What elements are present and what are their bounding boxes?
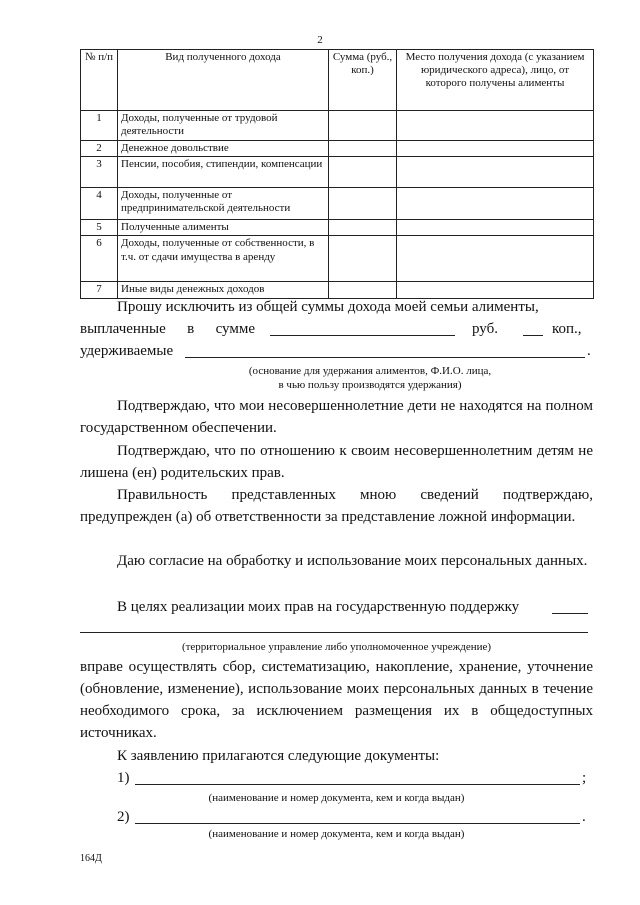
consent-institution-field[interactable] bbox=[80, 632, 588, 633]
alimony-amount-label: выплаченные в сумме bbox=[80, 321, 255, 337]
row-number: 2 bbox=[81, 141, 118, 157]
row-amount bbox=[329, 111, 397, 141]
row-number: 4 bbox=[81, 188, 118, 220]
table-row bbox=[81, 236, 594, 282]
row-place bbox=[397, 188, 594, 220]
table-row bbox=[81, 220, 594, 236]
row-number: 5 bbox=[81, 220, 118, 236]
withheld-basis-field[interactable] bbox=[185, 357, 585, 358]
table-row bbox=[81, 141, 594, 157]
header-place: Место получения дохода (с указанием юридического адреса), лицо, от которого получены алименты bbox=[397, 50, 594, 111]
alimony-amount-line bbox=[80, 318, 593, 340]
row-income-type: Доходы, полученные от собственности, в т.ч. от сдачи имущества в аренду bbox=[118, 236, 329, 282]
attachments-heading: К заявлению прилагаются следующие документы: bbox=[117, 748, 440, 764]
row-place bbox=[397, 157, 594, 188]
row-number: 1 bbox=[81, 111, 118, 141]
attachment-field-1[interactable] bbox=[135, 784, 580, 785]
table-row bbox=[81, 188, 594, 220]
consent-start: В целях реализации моих прав на государственную поддержку bbox=[117, 599, 520, 615]
attachment-label-2: 2) bbox=[117, 809, 130, 825]
row-number: 7 bbox=[81, 282, 118, 298]
alimony-caption-2: в чью пользу производятся удержания) bbox=[278, 379, 462, 391]
page-number: 2 bbox=[317, 34, 323, 46]
row-income-type: Иные виды денежных доходов bbox=[118, 282, 329, 298]
row-amount bbox=[329, 188, 397, 220]
alimony-kop-field[interactable] bbox=[523, 335, 543, 336]
row-place bbox=[397, 141, 594, 157]
footer-code: 164Д bbox=[80, 853, 102, 864]
consent-caption: (территориальное управление либо уполномоченное учреждение) bbox=[181, 641, 492, 653]
row-amount bbox=[329, 236, 397, 282]
row-income-type: Пенсии, пособия, стипендии, компенсации bbox=[118, 157, 329, 188]
row-place bbox=[397, 220, 594, 236]
attachment-label-1: 1) bbox=[117, 770, 130, 786]
row-income-type: Денежное довольствие bbox=[118, 141, 329, 157]
row-amount bbox=[329, 141, 397, 157]
withheld-end: . bbox=[587, 343, 591, 359]
consent-institution-field-start[interactable] bbox=[552, 613, 588, 614]
income-table bbox=[80, 49, 594, 299]
table-row bbox=[81, 111, 594, 141]
attachment-field-2[interactable] bbox=[135, 823, 580, 824]
row-number: 3 bbox=[81, 157, 118, 188]
row-amount bbox=[329, 220, 397, 236]
rub-label: руб. bbox=[472, 321, 498, 337]
paragraph-accuracy: Правильность представленных мною сведений подтверждаю, предупрежден (а) об ответственности за представление ложной информации. bbox=[80, 487, 593, 525]
attachment-item-1 bbox=[80, 767, 593, 789]
attachment-caption-1: (наименование и номер документа, кем и когда выдан) bbox=[208, 792, 465, 804]
row-income-type: Доходы, полученные от предпринимательской деятельности bbox=[118, 188, 329, 220]
attachment-end-1: ; bbox=[582, 770, 587, 786]
consent-text: вправе осуществлять сбор, систематизацию, накопление, хранение, уточнение (обновление, изменение), использование моих персональных данных в течение необходимого срока, за исключением размещения их в общедоступных источниках. bbox=[80, 659, 593, 741]
alimony-caption-1: (основание для удержания алиментов, Ф.И.О. лица, bbox=[248, 365, 492, 377]
header-income-type: Вид полученного дохода bbox=[118, 50, 329, 111]
header-number: № п/п bbox=[81, 50, 118, 111]
table-row bbox=[81, 157, 594, 188]
table-header-row bbox=[81, 50, 594, 111]
attachment-item-2 bbox=[80, 806, 593, 828]
attachment-end-2: . bbox=[582, 809, 586, 825]
row-place bbox=[397, 236, 594, 282]
alimony-withheld-line bbox=[80, 340, 593, 362]
row-income-type: Доходы, полученные от трудовой деятельности bbox=[118, 111, 329, 141]
row-amount bbox=[329, 157, 397, 188]
row-number: 6 bbox=[81, 236, 118, 282]
alimony-request-line: Прошу исключить из общей суммы дохода моей семьи алименты, bbox=[117, 299, 539, 315]
paragraph-consent: Даю согласие на обработку и использование моих персональных данных. bbox=[117, 553, 588, 569]
consent-line bbox=[80, 596, 593, 618]
withheld-label: удерживаемые bbox=[80, 343, 174, 359]
kop-label: коп., bbox=[552, 321, 582, 337]
attachment-caption-2: (наименование и номер документа, кем и когда выдан) bbox=[208, 828, 465, 840]
paragraph-children-support: Подтверждаю, что мои несовершеннолетние дети не находятся на полном государственном обеспечении. bbox=[80, 398, 593, 436]
alimony-amount-field[interactable] bbox=[270, 335, 455, 336]
paragraph-parental-rights: Подтверждаю, что по отношению к своим несовершеннолетним детям не лишена (ен) родительских прав. bbox=[80, 443, 593, 481]
row-place bbox=[397, 111, 594, 141]
header-amount: Сумма (руб., коп.) bbox=[329, 50, 397, 111]
row-income-type: Полученные алименты bbox=[118, 220, 329, 236]
